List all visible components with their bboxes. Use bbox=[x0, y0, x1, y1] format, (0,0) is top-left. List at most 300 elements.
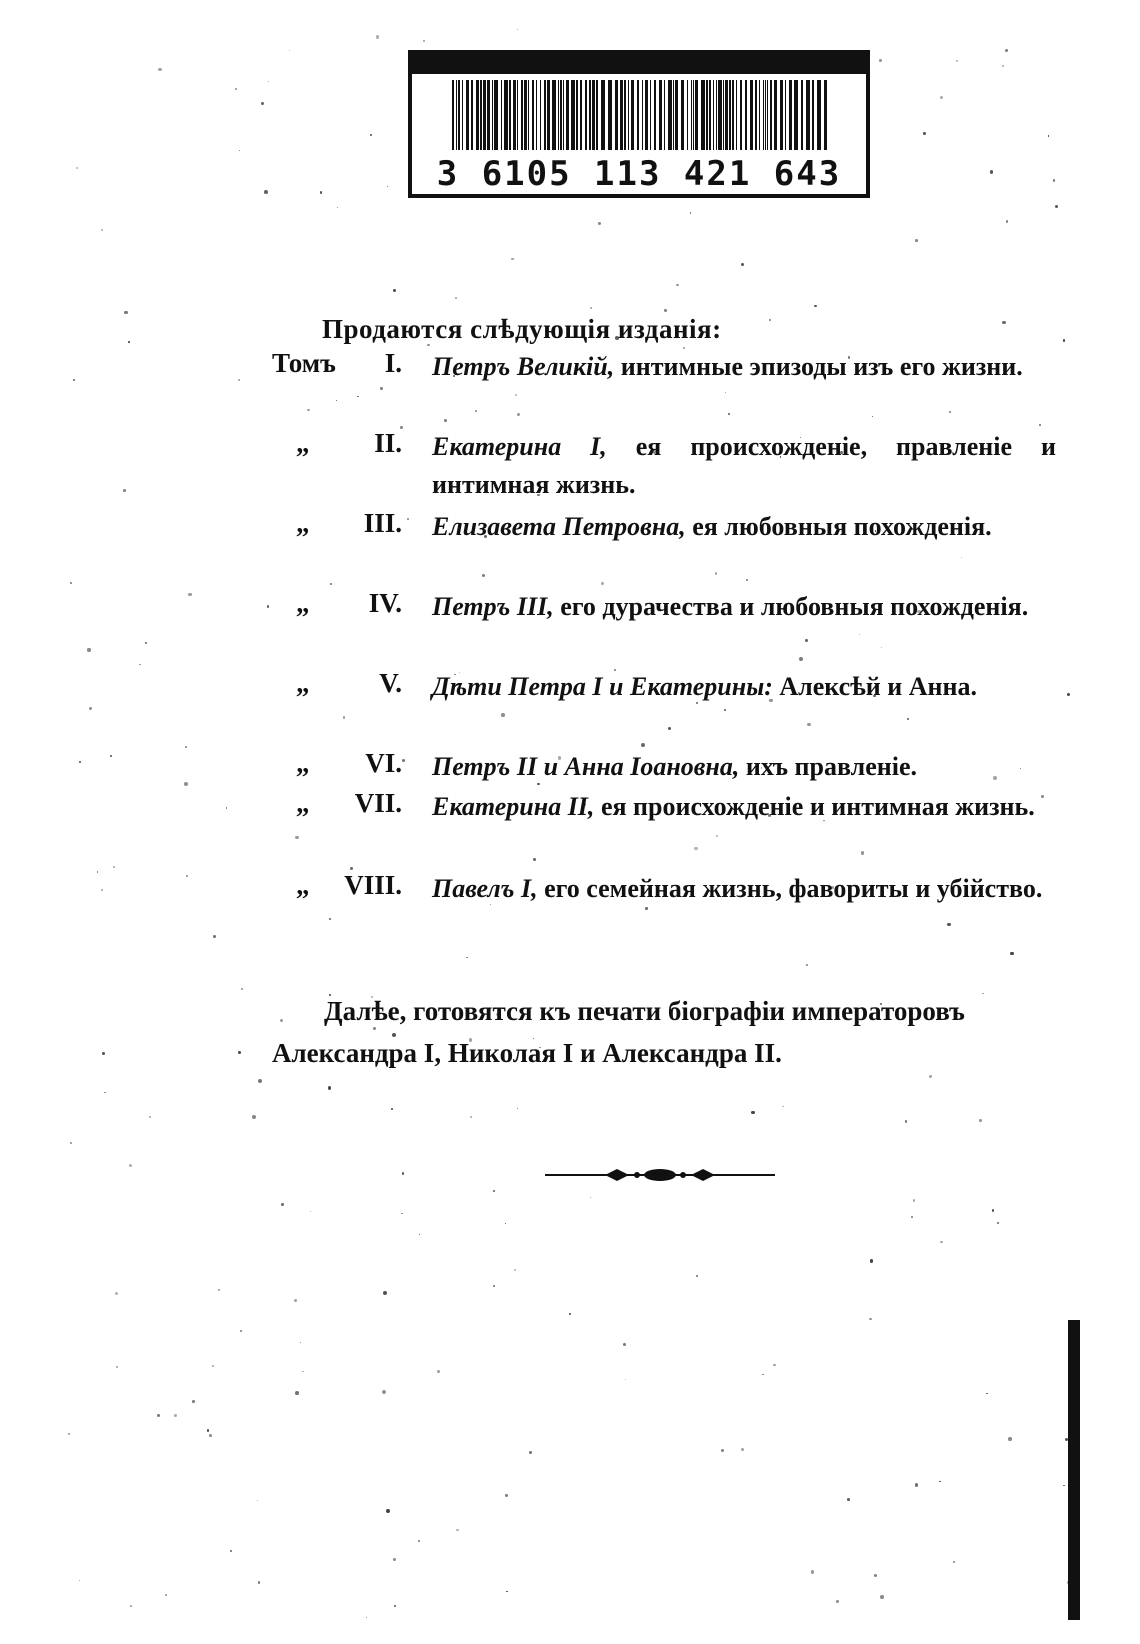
barcode-bar bbox=[462, 80, 463, 150]
speckle bbox=[676, 284, 678, 286]
speckle bbox=[419, 1234, 420, 1235]
speckle bbox=[961, 557, 963, 559]
barcode-bar bbox=[794, 80, 798, 150]
speckle bbox=[87, 648, 90, 651]
speckle bbox=[241, 988, 242, 989]
speckle bbox=[724, 709, 726, 711]
speckle bbox=[101, 229, 103, 231]
speckle bbox=[915, 239, 918, 242]
barcode-bar bbox=[713, 80, 714, 150]
barcode-bar bbox=[650, 80, 651, 150]
speckle bbox=[811, 1570, 814, 1573]
page-edge-shadow bbox=[1068, 1320, 1080, 1620]
speckle bbox=[357, 396, 358, 397]
barcode-number: 3 6105 113 421 643 bbox=[436, 154, 842, 194]
speckle bbox=[329, 918, 331, 920]
barcode-bar bbox=[780, 80, 783, 150]
speckle bbox=[741, 1448, 744, 1451]
barcode-bar bbox=[524, 80, 527, 150]
speckle bbox=[376, 35, 379, 38]
barcode-bar bbox=[563, 80, 564, 150]
speckle bbox=[741, 263, 744, 266]
volume-description bbox=[432, 870, 1056, 908]
speckle bbox=[401, 1213, 403, 1215]
barcode-bar bbox=[675, 80, 678, 150]
volume-description bbox=[432, 508, 1056, 546]
volume-numeral: VI. bbox=[365, 748, 402, 778]
barcode-bar bbox=[560, 80, 562, 150]
barcode-bar bbox=[659, 80, 662, 150]
speckle bbox=[947, 923, 951, 927]
speckle bbox=[110, 755, 112, 757]
speckle bbox=[880, 1595, 884, 1599]
barcode-bar bbox=[580, 80, 582, 150]
speckle bbox=[343, 716, 345, 718]
speckle bbox=[515, 394, 517, 396]
speckle bbox=[533, 858, 536, 861]
speckle bbox=[529, 1451, 532, 1454]
speckle bbox=[300, 1342, 301, 1343]
volume-prefix: „ bbox=[296, 788, 310, 818]
barcode-bar bbox=[664, 80, 665, 150]
speckle bbox=[874, 1574, 877, 1577]
speckle bbox=[466, 957, 468, 959]
volume-desc: ея происхожденіе и интимная жизнь. bbox=[594, 792, 1035, 821]
speckle bbox=[879, 59, 882, 62]
barcode-bar bbox=[706, 80, 708, 150]
speckle bbox=[97, 871, 99, 873]
ornament-divider bbox=[545, 1165, 775, 1185]
library-barcode-label bbox=[408, 50, 870, 198]
speckle bbox=[437, 1370, 440, 1373]
barcode-bar bbox=[608, 80, 612, 150]
barcode-bar bbox=[480, 80, 482, 150]
speckle bbox=[258, 1581, 260, 1583]
speckle bbox=[113, 866, 115, 868]
barcode-bar bbox=[709, 80, 711, 150]
speckle bbox=[493, 1285, 495, 1287]
barcode-bar bbox=[789, 80, 792, 150]
speckle bbox=[482, 574, 485, 577]
volume-title: Петръ III, bbox=[432, 592, 554, 621]
speckle bbox=[625, 1379, 626, 1380]
speckle bbox=[869, 1318, 871, 1320]
speckle bbox=[1055, 205, 1058, 208]
speckle bbox=[226, 807, 228, 809]
speckle bbox=[1067, 693, 1070, 696]
volume-numeral: V. bbox=[379, 668, 402, 698]
speckle bbox=[870, 1259, 874, 1263]
speckle bbox=[184, 782, 188, 786]
barcode-bar bbox=[725, 80, 728, 150]
speckle bbox=[940, 96, 943, 99]
barcode-bar bbox=[645, 80, 648, 150]
speckle bbox=[1053, 179, 1055, 181]
speckle bbox=[370, 134, 372, 136]
speckle bbox=[455, 297, 457, 299]
speckle bbox=[1048, 135, 1050, 137]
speckle bbox=[847, 1498, 850, 1501]
speckle bbox=[601, 582, 604, 585]
speckle bbox=[940, 1241, 942, 1243]
speckle bbox=[773, 1364, 775, 1366]
speckle bbox=[393, 289, 396, 292]
speckle bbox=[911, 1216, 914, 1219]
barcode-bar bbox=[458, 80, 460, 150]
speckle bbox=[423, 40, 424, 41]
barcode-bar bbox=[767, 80, 768, 150]
barcode-bar bbox=[552, 80, 556, 150]
barcode-bar bbox=[817, 80, 821, 150]
volume-numeral: IV. bbox=[368, 588, 402, 618]
barcode-bar bbox=[642, 80, 643, 150]
speckle bbox=[1039, 424, 1041, 426]
barcode-bar bbox=[471, 80, 473, 150]
speckle bbox=[872, 416, 873, 417]
speckle bbox=[953, 1561, 955, 1563]
speckle bbox=[511, 258, 513, 260]
barcode-bar bbox=[732, 80, 734, 150]
speckle bbox=[598, 222, 601, 225]
speckle bbox=[493, 1190, 495, 1192]
barcode-bar bbox=[740, 80, 742, 150]
speckle bbox=[641, 743, 645, 747]
speckle bbox=[68, 1433, 70, 1435]
barcode-bar bbox=[536, 80, 537, 150]
barcode-bar bbox=[624, 80, 626, 150]
speckle bbox=[501, 713, 505, 717]
speckle bbox=[506, 1591, 507, 1592]
speckle bbox=[1063, 1485, 1064, 1486]
speckle bbox=[799, 657, 803, 661]
speckle bbox=[76, 167, 78, 169]
volume-description bbox=[432, 748, 1056, 786]
barcode-bar bbox=[620, 80, 623, 150]
speckle bbox=[386, 1509, 390, 1513]
speckle bbox=[1010, 952, 1013, 955]
barcode-bar bbox=[691, 80, 692, 150]
barcode-bar bbox=[668, 80, 672, 150]
barcode-bar bbox=[681, 80, 684, 150]
speckle bbox=[328, 1086, 331, 1089]
barcode-bar bbox=[693, 80, 694, 150]
volume-prefix: „ bbox=[296, 428, 310, 458]
barcode-bar bbox=[785, 80, 786, 150]
barcode-bar bbox=[628, 80, 629, 150]
speckle bbox=[104, 1092, 106, 1094]
speckle bbox=[145, 642, 147, 644]
speckle bbox=[79, 1580, 80, 1581]
barcode-bar bbox=[501, 80, 502, 150]
speckle bbox=[188, 593, 191, 596]
barcode-bar bbox=[723, 80, 724, 150]
speckle bbox=[1063, 339, 1065, 341]
barcode-bar bbox=[504, 80, 508, 150]
speckle bbox=[235, 88, 237, 90]
speckle bbox=[102, 1052, 105, 1055]
speckle bbox=[444, 419, 447, 422]
speckle bbox=[213, 935, 216, 938]
speckle bbox=[393, 1558, 396, 1561]
speckle bbox=[751, 1111, 755, 1115]
speckle bbox=[157, 1414, 160, 1417]
speckle bbox=[456, 1529, 459, 1532]
barcode-bar bbox=[589, 80, 591, 150]
speckle bbox=[402, 759, 405, 762]
speckle bbox=[590, 1197, 591, 1198]
barcode-bar bbox=[687, 80, 688, 150]
speckle bbox=[881, 647, 882, 648]
speckle bbox=[89, 707, 92, 710]
barcode-bar bbox=[770, 80, 772, 150]
speckle bbox=[505, 1494, 507, 1496]
speckle bbox=[330, 583, 332, 585]
speckle bbox=[207, 1429, 209, 1431]
speckle bbox=[929, 1075, 933, 1079]
speckle bbox=[239, 150, 240, 151]
speckle bbox=[281, 1203, 284, 1206]
speckle bbox=[149, 1116, 151, 1118]
volume-desc: интимные эпизоды изъ его жизни. bbox=[614, 352, 1023, 381]
speckle bbox=[979, 1119, 982, 1122]
barcode-bar bbox=[763, 80, 764, 150]
speckle bbox=[264, 190, 268, 194]
volume-numeral: III. bbox=[363, 508, 402, 538]
speckle bbox=[470, 1116, 472, 1118]
speckle bbox=[907, 718, 908, 719]
barcode-bar bbox=[759, 80, 760, 150]
barcode-bar bbox=[615, 80, 618, 150]
speckle bbox=[302, 1371, 304, 1373]
speckle bbox=[990, 170, 993, 173]
speckle bbox=[986, 1393, 988, 1395]
barcode-bar bbox=[765, 80, 766, 150]
speckle bbox=[721, 1449, 724, 1452]
barcode-bar bbox=[540, 80, 541, 150]
barcode-bar bbox=[716, 80, 717, 150]
volume-desc: ихъ правленіе. bbox=[739, 752, 918, 781]
barcode-bar bbox=[544, 80, 546, 150]
barcode-bars bbox=[452, 80, 832, 150]
speckle bbox=[956, 60, 958, 62]
speckle bbox=[997, 1222, 999, 1224]
speckle bbox=[807, 723, 811, 727]
speckle bbox=[992, 1209, 995, 1212]
barcode-bar bbox=[576, 80, 578, 150]
barcode-bar bbox=[729, 80, 731, 150]
speckle bbox=[128, 341, 129, 342]
speckle bbox=[418, 1540, 420, 1542]
speckle bbox=[186, 875, 188, 877]
speckle bbox=[238, 1051, 241, 1054]
speckle bbox=[623, 1343, 626, 1346]
speckle bbox=[101, 889, 103, 891]
speckle bbox=[70, 582, 72, 584]
barcode-bar bbox=[750, 80, 753, 150]
barcode-bar bbox=[585, 80, 587, 150]
barcode-bar bbox=[547, 80, 550, 150]
volume-prefix: Томъ bbox=[272, 348, 336, 378]
speckle bbox=[1002, 321, 1005, 324]
speckle bbox=[664, 309, 666, 311]
speckle bbox=[73, 379, 75, 381]
barcode-bar bbox=[601, 80, 605, 150]
volume-numeral: I. bbox=[384, 348, 402, 378]
speckle bbox=[1006, 220, 1008, 222]
volume-prefix: „ bbox=[296, 588, 310, 618]
barcode-bar bbox=[736, 80, 737, 150]
speckle bbox=[192, 1400, 195, 1403]
volume-desc: Алексѣй и Анна. bbox=[772, 672, 977, 701]
speckle bbox=[139, 664, 140, 665]
speckle bbox=[694, 847, 697, 850]
volume-title: Екатерина I, bbox=[432, 432, 607, 461]
volume-prefix: „ bbox=[296, 668, 310, 698]
speckle bbox=[715, 572, 718, 575]
speckle bbox=[505, 1223, 506, 1224]
barcode-bar bbox=[483, 80, 486, 150]
barcode-bar bbox=[571, 80, 575, 150]
speckle bbox=[238, 379, 240, 381]
volume-title: Петръ Великій, bbox=[432, 352, 615, 381]
speckle bbox=[517, 29, 518, 30]
barcode-bar bbox=[452, 80, 454, 150]
barcode-bar bbox=[566, 80, 569, 150]
barcode-bar bbox=[695, 80, 698, 150]
speckle bbox=[805, 639, 808, 642]
volume-numeral: VIII. bbox=[344, 870, 402, 900]
speckle bbox=[123, 489, 126, 492]
barcode-top-bar bbox=[412, 54, 866, 74]
volume-numeral: VII. bbox=[354, 788, 402, 818]
speckle bbox=[782, 1106, 783, 1107]
volume-title: Дѣти Петра I и Екатерины: bbox=[432, 672, 773, 701]
barcode-bar bbox=[701, 80, 705, 150]
speckle bbox=[294, 1299, 297, 1302]
volume-prefix: „ bbox=[296, 870, 310, 900]
speckle bbox=[130, 1605, 132, 1607]
speckle bbox=[115, 1292, 118, 1295]
barcode-bar bbox=[476, 80, 479, 150]
speckle bbox=[806, 964, 808, 966]
speckle bbox=[407, 518, 409, 520]
volume-title: Павелъ I, bbox=[432, 874, 538, 903]
speckle bbox=[668, 727, 672, 731]
volume-title: Екатерина II, bbox=[432, 792, 595, 821]
volume-description bbox=[432, 668, 1056, 706]
barcode-bar bbox=[806, 80, 810, 150]
barcode-bar bbox=[494, 80, 498, 150]
speckle bbox=[939, 1481, 941, 1483]
speckle bbox=[382, 1390, 386, 1394]
speckle bbox=[79, 761, 81, 763]
volume-title: Петръ II и Анна Іоановна, bbox=[432, 752, 740, 781]
speckle bbox=[307, 409, 309, 411]
barcode-bar bbox=[596, 80, 598, 150]
volume-desc: ея любовныя похожденія. bbox=[685, 512, 992, 541]
barcode-bar bbox=[558, 80, 559, 150]
speckle bbox=[240, 1330, 242, 1332]
barcode-bar bbox=[521, 80, 523, 150]
speckle bbox=[696, 1275, 698, 1277]
barcode-bar bbox=[466, 80, 469, 150]
volume-description bbox=[432, 348, 1056, 386]
speckle bbox=[590, 307, 592, 309]
volume-title: Елизавета Петровна, bbox=[432, 512, 686, 541]
barcode-bar bbox=[824, 80, 827, 150]
speckle bbox=[366, 1617, 367, 1618]
speckle bbox=[289, 50, 290, 51]
speckle bbox=[514, 1269, 516, 1271]
speckle bbox=[380, 387, 383, 390]
speckle bbox=[725, 392, 727, 394]
speckle bbox=[336, 400, 337, 401]
barcode-bar bbox=[673, 80, 674, 150]
speckle bbox=[310, 1211, 311, 1212]
speckle bbox=[1005, 49, 1008, 52]
barcode-bar bbox=[745, 80, 747, 150]
barcode-bar bbox=[801, 80, 803, 150]
speckle bbox=[257, 1500, 259, 1502]
barcode-bar bbox=[532, 80, 534, 150]
speckle bbox=[261, 102, 264, 105]
speckle bbox=[209, 1434, 212, 1437]
barcode-bar bbox=[492, 80, 493, 150]
speckle bbox=[320, 191, 323, 194]
volume-description bbox=[432, 788, 1056, 826]
speckle bbox=[716, 835, 718, 837]
speckle bbox=[212, 1365, 214, 1367]
barcode-bar bbox=[755, 80, 757, 150]
speckle bbox=[218, 1289, 221, 1292]
barcode-bar bbox=[487, 80, 490, 150]
speckle bbox=[949, 411, 951, 413]
speckle bbox=[861, 851, 864, 854]
speckle bbox=[295, 836, 298, 839]
speckle bbox=[517, 1108, 519, 1110]
speckle bbox=[116, 1366, 118, 1368]
speckle bbox=[387, 186, 389, 188]
volume-prefix: „ bbox=[296, 748, 310, 778]
speckle bbox=[252, 1115, 256, 1119]
speckle bbox=[185, 746, 188, 749]
speckle bbox=[158, 68, 161, 71]
volume-desc: его семейная жизнь, фавориты и убійство. bbox=[537, 874, 1043, 903]
speckle bbox=[258, 1079, 262, 1083]
page-heading: Продаются слѣдующія изданія: bbox=[322, 314, 722, 344]
speckle bbox=[174, 1414, 177, 1417]
volume-description bbox=[432, 588, 1056, 626]
volume-numeral: II. bbox=[374, 428, 402, 458]
speckle bbox=[337, 207, 339, 209]
barcode-bar bbox=[654, 80, 656, 150]
speckle bbox=[165, 1594, 168, 1597]
barcode-bar bbox=[513, 80, 516, 150]
speckle bbox=[569, 1313, 571, 1315]
speckle bbox=[728, 413, 730, 415]
speckle bbox=[517, 413, 521, 417]
speckle bbox=[769, 319, 771, 321]
speckle bbox=[905, 1120, 908, 1123]
barcode-bar bbox=[528, 80, 529, 150]
speckle bbox=[124, 311, 128, 315]
speckle bbox=[814, 305, 816, 307]
speckle bbox=[230, 1550, 232, 1552]
barcode-bar bbox=[517, 80, 518, 150]
speckle bbox=[475, 410, 477, 412]
speckle bbox=[690, 212, 692, 214]
speckle bbox=[383, 1291, 387, 1295]
